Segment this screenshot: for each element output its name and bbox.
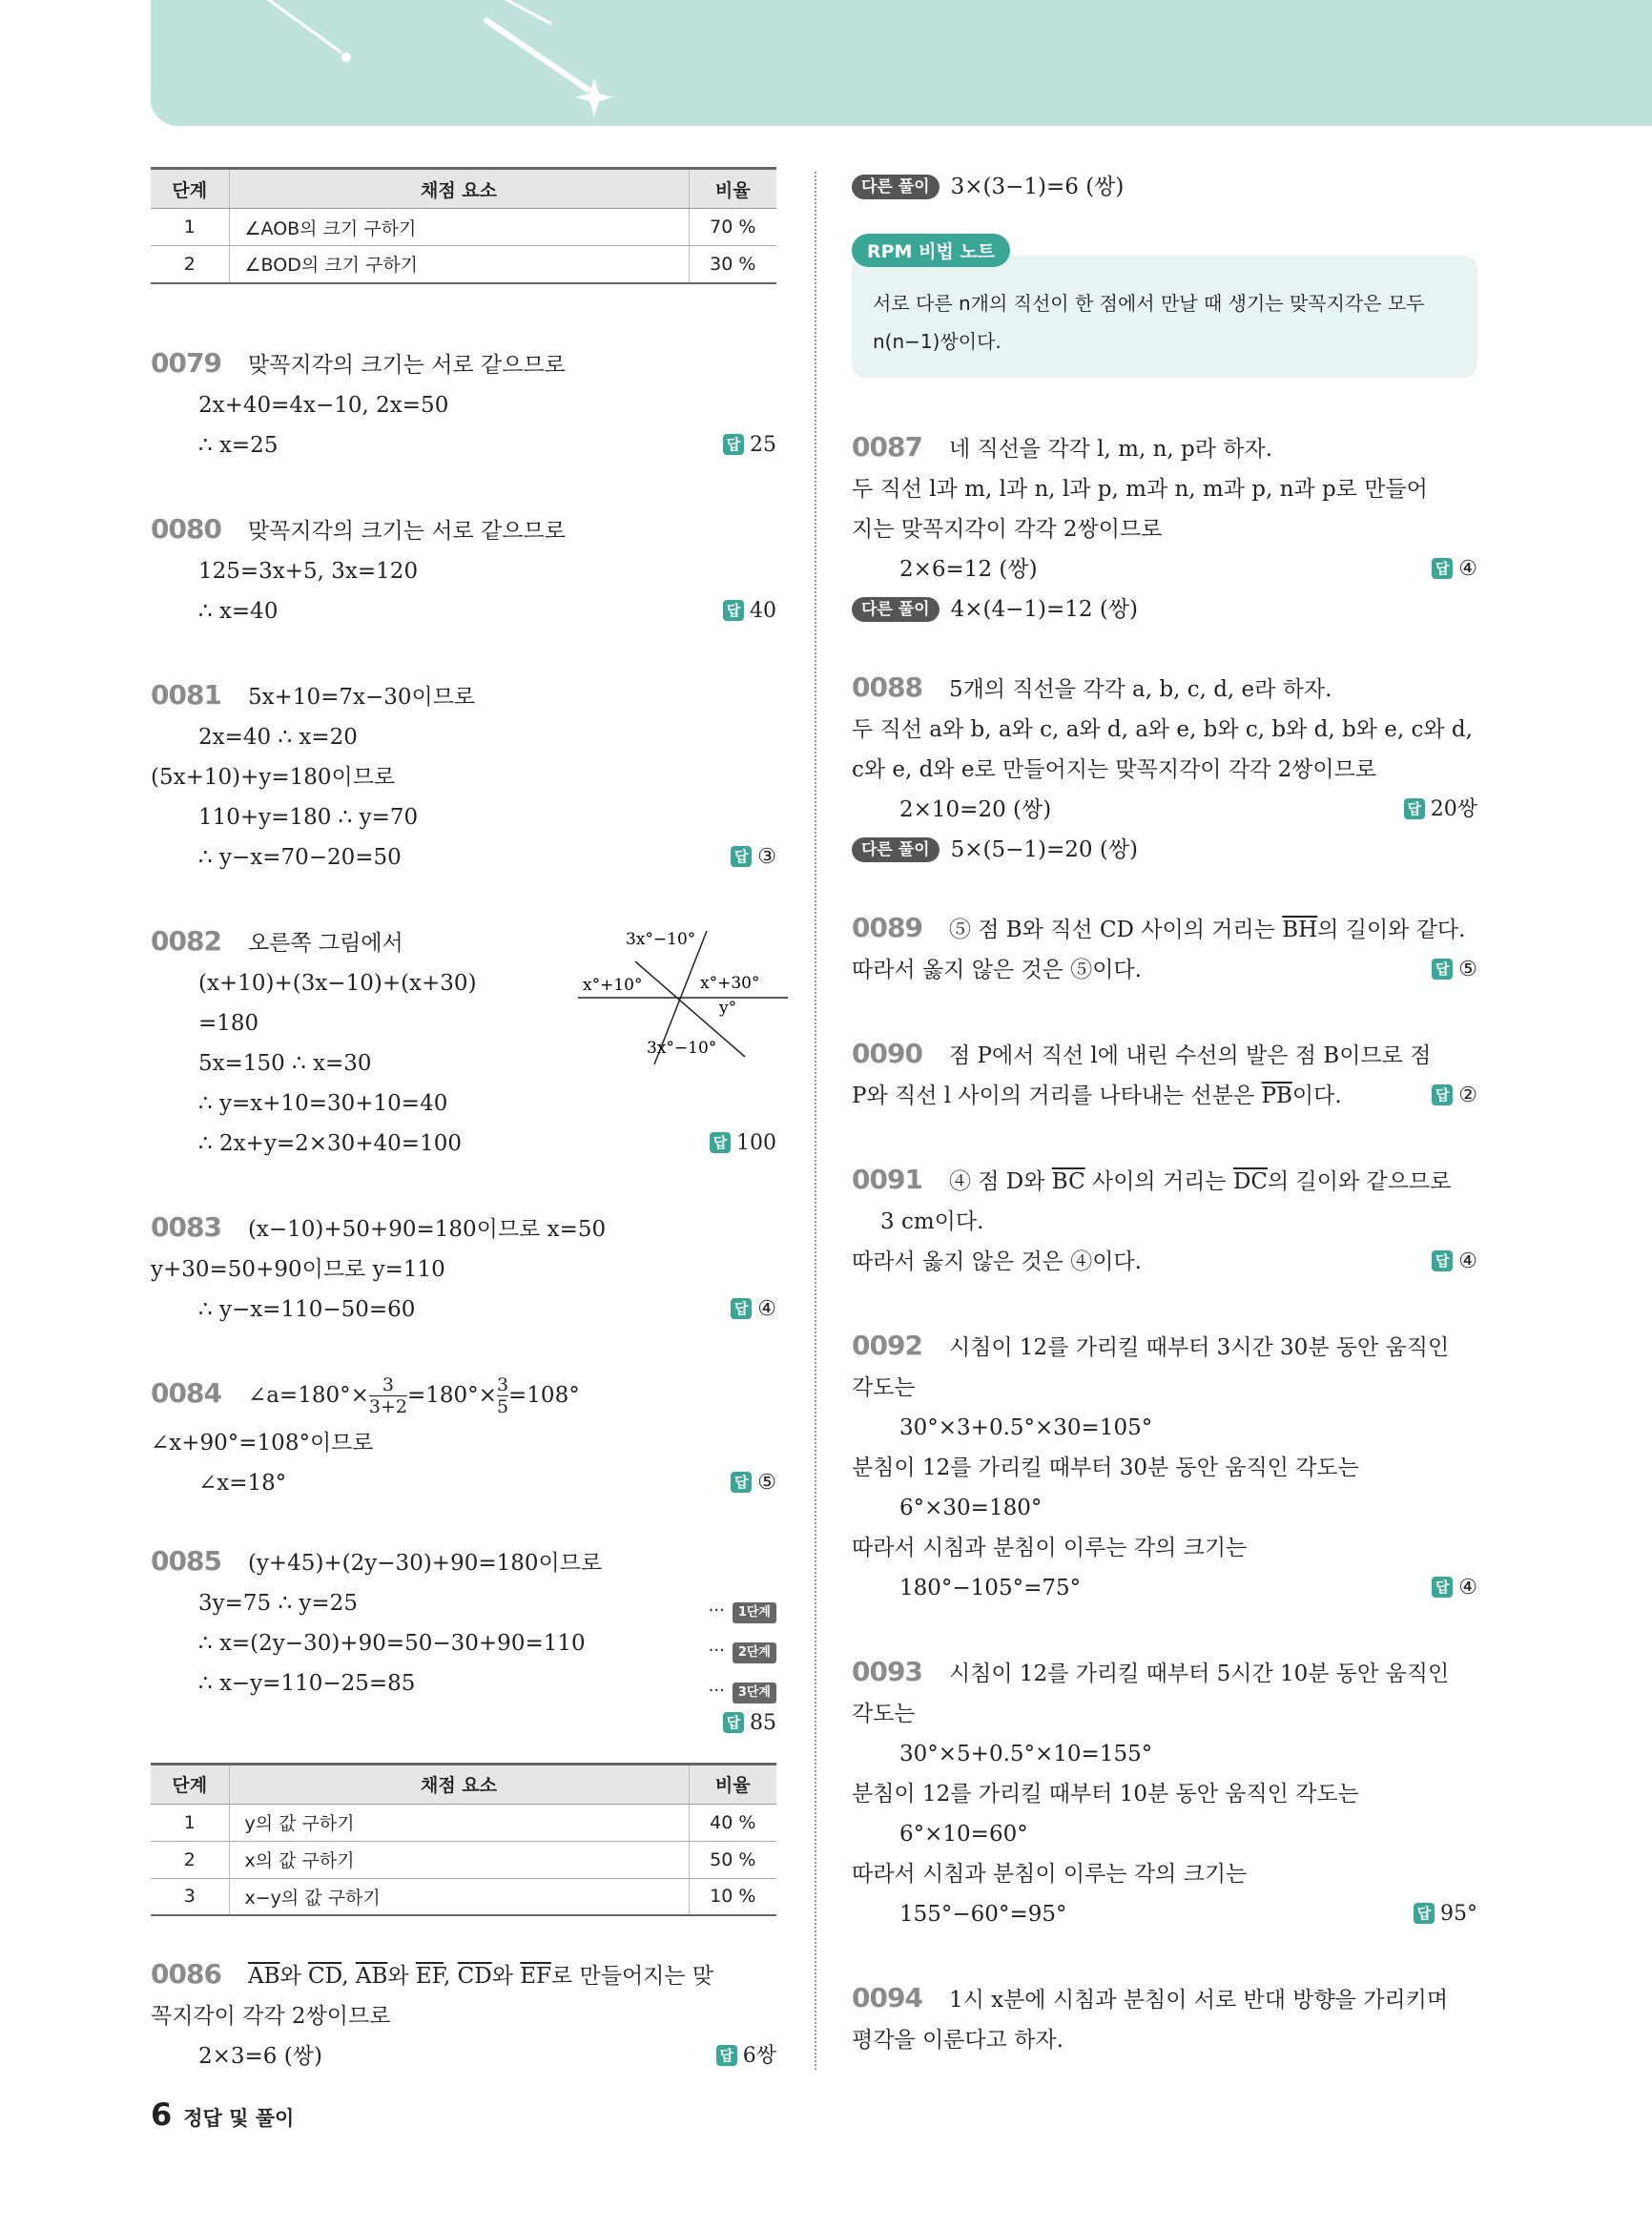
answer: 답 ④ <box>1432 549 1477 589</box>
table-row: 2 x의 값 구하기 50 % <box>151 1841 776 1878</box>
answer: 답 20쌍 <box>1404 790 1477 830</box>
problem-number: 0093 <box>852 1656 922 1687</box>
table-row: 1 ∠AOB의 크기 구하기 70 % <box>151 209 776 246</box>
scoring-table-0078 <box>151 167 776 284</box>
left-column <box>151 167 776 2076</box>
problem-number: 0085 <box>151 1544 221 1577</box>
problem-0092: 0092 시침이 12를 가리킬 때부터 3시간 30분 동안 움직인 각도는 30°×3+0.5°×30=105° 분침이 12를 가리킬 때부터 30분 동안 움직인 각도는 6°×30=180° 따라서 시침과 분침이 이루는 각의 크기는 180°−105°=75° 답 ④ <box>852 1326 1477 1608</box>
problem-0080: 0080 맞꼭지각의 크기는 서로 같으므로 125=3x+5, 3x=120 ∴ x=40 답 40 <box>151 509 776 631</box>
star-decoration-icon <box>151 0 1652 126</box>
fraction: $\frac{3}{3+2}$ <box>368 1374 407 1417</box>
answer: 답 40 <box>723 591 776 631</box>
problem-number: 0091 <box>852 1164 922 1195</box>
answer: 답 25 <box>723 425 776 465</box>
alt-solution-badge: 다른 풀이 <box>852 175 940 199</box>
figure-label: 3x°−10° <box>647 1038 717 1058</box>
right-column <box>852 167 1477 2060</box>
table-header: 채점 요소 <box>229 169 689 209</box>
table-header: 채점 요소 <box>229 1764 689 1804</box>
problem-number: 0089 <box>852 912 922 943</box>
problem-number: 0083 <box>151 1210 221 1243</box>
problem-0081: 0081 5x+10=7x−30이므로 2x=40 ∴ x=20 (5x+10)+y=180이므로 110+y=180 ∴ y=70 ∴ y−x=70−20=50 답 ③ <box>151 675 776 878</box>
column-divider <box>815 172 816 2070</box>
problem-0082: 0082 오른쪽 그림에서 (x+10)+(3x−10)+(x+30) =180 5x=150 ∴ x=30 ∴ y=x+10=30+10=40 ∴ 2x+y=2×30+40=100 답 100 3x°−10° x°+10° x°+30° y° 3x°−10° <box>151 921 776 1164</box>
problem-number: 0082 <box>151 924 221 957</box>
problem-0093: 0093 시침이 12를 가리킬 때부터 5시간 10분 동안 움직인 각도는 30°×5+0.5°×10=155° 분침이 12를 가리킬 때부터 10분 동안 움직인 각도는 6°×10=60° 따라서 시침과 분침이 이루는 각의 크기는 155°−60°=95° 답 95° <box>852 1652 1477 1934</box>
problem-number: 0084 <box>151 1376 221 1409</box>
note-box: 서로 다른 n개의 직선이 한 점에서 만날 때 생기는 맞꼭지각은 모두 n(n−1)쌍이다. <box>852 256 1477 378</box>
problem-0083: 0083 (x−10)+50+90=180이므로 x=50 y+30=50+90이므로 y=110 ∴ y−x=110−50=60 답 ④ <box>151 1208 776 1330</box>
answer: 답 ④ <box>1432 1242 1477 1282</box>
figure-label: y° <box>719 998 737 1018</box>
table-row: 3 x−y의 값 구하기 10 % <box>151 1878 776 1915</box>
problem-0087: 0087 네 직선을 각각 l, m, n, p라 하자. 두 직선 l과 m, l과 n, l과 p, m과 n, m과 p, n과 p로 만들어 지는 맞꼭지각이 각각 2쌍이므로 2×6=12 (쌍) 답 ④ 다른 풀이 4×(4−1)=12 (쌍) <box>852 431 1477 622</box>
problem-number: 0086 <box>151 1958 221 1990</box>
step-badge: ··· 3단계 <box>709 1671 776 1711</box>
figure-label: x°+10° <box>583 975 643 995</box>
table-header: 비율 <box>689 1764 776 1804</box>
answer: 답 100 <box>710 1124 776 1164</box>
note-tag: RPM 비법 노트 <box>852 234 1010 267</box>
intersecting-lines-figure <box>578 923 788 1066</box>
answer: 답 ③ <box>731 837 776 878</box>
page-footer <box>151 2096 294 2133</box>
table-header: 단계 <box>151 1764 229 1804</box>
page-number: 6 <box>151 2096 173 2133</box>
figure-label: 3x°−10° <box>626 929 696 949</box>
footer-label: 정답 및 풀이 <box>183 2107 295 2130</box>
fraction: $\frac{3}{5}$ <box>496 1374 509 1417</box>
problem-0084: 0084 ∠a=180°× $\frac{3}{3+2}$ =180°× $\frac{3}{5}$ =108° ∠x+90°=108°이므로 ∠x=18° 답 ⑤ <box>151 1366 776 1503</box>
alt-solution-badge: 다른 풀이 <box>852 837 940 862</box>
figure-label: x°+30° <box>700 973 760 993</box>
problem-number: 0094 <box>852 1982 922 2013</box>
problem-number: 0087 <box>852 431 922 463</box>
problem-number: 0080 <box>151 512 221 545</box>
problem-0089: 0089 ⑤ 점 B와 직선 CD 사이의 거리는 $\overline{BH}$의 길이와 같다. 따라서 옳지 않은 것은 ⑤이다. 답 ⑤ <box>852 908 1477 990</box>
problem-number: 0090 <box>852 1038 922 1069</box>
problem-0088: 0088 5개의 직선을 각각 a, b, c, d, e라 하자. 두 직선 a와 b, a와 c, a와 d, a와 e, b와 c, b와 d, b와 e, c와 d, c와 e, d와 e로 만들어지는 맞꼭지각이 각각 2쌍이므로 2×10=20 (쌍) 답 20쌍 다른 풀이 5×(5−1)=20 (쌍) <box>852 671 1477 862</box>
problem-number: 0088 <box>852 671 922 703</box>
problem-0094: 0094 1시 x분에 시침과 분침이 서로 반대 방향을 가리키며 평각을 이룬다고 하자. <box>852 1982 1449 2053</box>
answer: 답 ④ <box>1432 1568 1477 1608</box>
problem-0079: 0079 맞꼭지각의 크기는 서로 같으므로 2x+40=4x−10, 2x=50 ∴ x=25 답 25 <box>151 343 776 465</box>
problem-number: 0079 <box>151 346 221 379</box>
problem-0085: 0085 (y+45)+(2y−30)+90=180이므로 3y=75 ∴ y=25 ··· 1단계 ∴ x=(2y−30)+90=50−30+90=110 ··· 2단계 ∴ x−y=110−25=85 ··· 3단계 답 85 <box>151 1541 776 1744</box>
problem-number: 0081 <box>151 678 221 711</box>
step-badge: ··· 2단계 <box>709 1631 776 1671</box>
answer: 답 ④ <box>731 1290 776 1330</box>
table-header: 비율 <box>689 169 776 209</box>
table-header: 단계 <box>151 169 229 209</box>
answer: 답 85 <box>723 1703 776 1744</box>
table-row: 1 y의 값 구하기 40 % <box>151 1804 776 1841</box>
problem-0086: 0086 $\overline{AB}$와 $\overline{CD}$, $\overline{AB}$와 $\overline{EF}$, $\overline{CD}$와 $\overline{EF}$로 만들어지는 맞 꼭지각이 각각 2쌍이므로 2×3=6 (쌍) 답 6쌍 <box>151 1954 776 2076</box>
header-banner <box>151 0 1652 126</box>
scoring-table-0085 <box>151 1763 776 1917</box>
table-row: 2 ∠BOD의 크기 구하기 30 % <box>151 246 776 283</box>
alt-solution-badge: 다른 풀이 <box>852 597 940 622</box>
answer: 답 ⑤ <box>731 1463 776 1503</box>
answer: 답 95° <box>1414 1894 1477 1934</box>
problem-number: 0092 <box>852 1330 922 1361</box>
answer: 답 ② <box>1432 1076 1477 1116</box>
step-badge: ··· 1단계 <box>709 1591 776 1631</box>
problem-0091: 0091 ④ 점 D와 $\overline{BC}$ 사이의 거리는 $\overline{DC}$의 길이와 같으므로 3 cm이다. 따라서 옳지 않은 것은 ④이다. 답 ④ <box>852 1160 1477 1282</box>
problem-0090: 0090 점 P에서 직선 l에 내린 수선의 발은 점 B이므로 점 P와 직선 l 사이의 거리를 나타내는 선분은 $\overline{PB}$이다. 답 ② <box>852 1034 1477 1116</box>
alt-solution-0086: 다른 풀이 3×(3−1)=6 (쌍) <box>852 167 1477 207</box>
answer: 답 ⑤ <box>1432 950 1477 990</box>
rpm-note <box>852 234 1477 378</box>
answer: 답 6쌍 <box>716 2036 776 2076</box>
